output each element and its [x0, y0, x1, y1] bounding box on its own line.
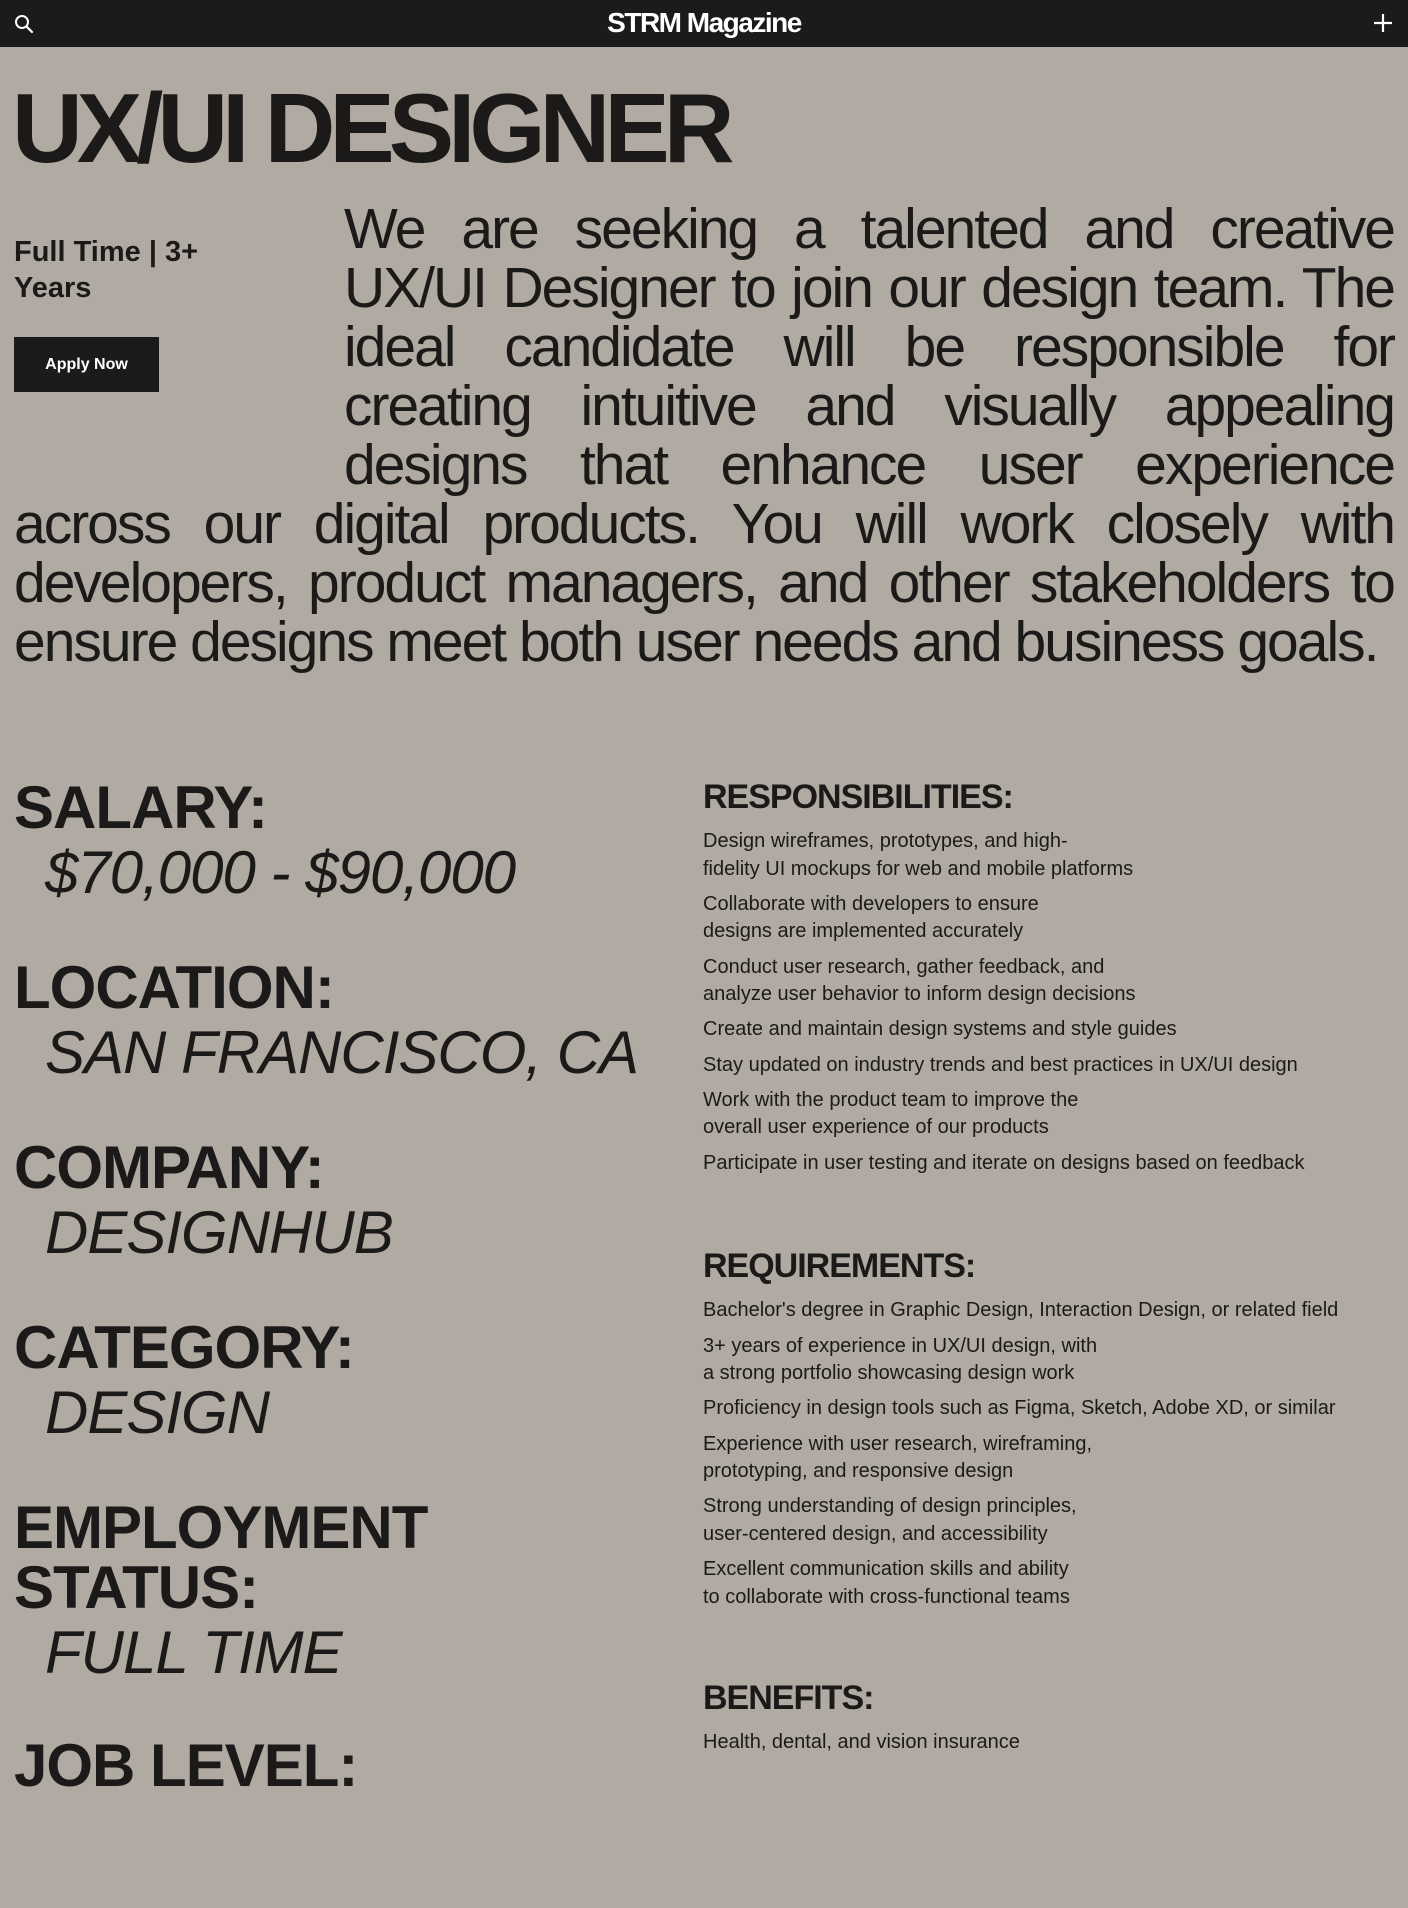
requirements-list — [703, 1297, 1393, 1611]
list-item: Design wireframes, prototypes, and high- fidelity UI mockups for web and mobile platforms — [703, 830, 1134, 880]
list-item: Participate in user testing and iterate on designs based on feedback — [703, 1151, 1305, 1174]
fact-label: LOCATION: — [14, 954, 334, 1021]
job-meta: Full Time | 3+ Years — [14, 236, 199, 304]
list-item: Experience with user research, wireframing, prototyping, and responsive design — [703, 1432, 1093, 1483]
plus-icon[interactable] — [1372, 12, 1394, 34]
list-item: Proficiency in design tools such as Figma, Sketch, Adobe XD, or similar — [703, 1397, 1336, 1420]
fact-salary — [14, 774, 674, 950]
list-item: Collaborate with developers to ensure designs are implemented accurately — [703, 892, 1039, 943]
list-item: Create and maintain design systems and style guides — [703, 1018, 1177, 1041]
job-facts — [14, 770, 674, 1908]
responsibilities-section — [703, 770, 1393, 1177]
fact-value: DESIGN — [45, 1379, 270, 1446]
fact-label: SALARY: — [14, 774, 267, 841]
fact-location — [14, 954, 674, 1130]
section-title: BENEFITS: — [703, 1679, 874, 1718]
list-item: Conduct user research, gather feedback, and analyze user behavior to inform design decisions — [703, 955, 1136, 1006]
fact-employment-status — [14, 1494, 674, 1728]
job-details — [703, 770, 1393, 1765]
apply-now-button[interactable]: Apply Now — [14, 337, 159, 392]
fact-value: $70,000 - $90,000 — [45, 839, 516, 906]
list-item: Health, dental, and vision insurance — [703, 1731, 1020, 1754]
top-bar — [0, 0, 1408, 47]
requirements-section — [703, 1239, 1393, 1611]
list-item: Work with the product team to improve the overall user experience of our products — [703, 1088, 1079, 1139]
benefits-list — [703, 1729, 1393, 1757]
fact-value: SAN FRANCISCO, CA — [45, 1019, 639, 1086]
fact-company — [14, 1134, 674, 1310]
responsibilities-list — [703, 828, 1393, 1177]
brand-logo[interactable]: STRM Magazine — [607, 7, 801, 38]
benefits-section — [703, 1671, 1393, 1757]
list-item: Stay updated on industry trends and best practices in UX/UI design — [703, 1053, 1298, 1076]
list-item: Excellent communication skills and ability to collaborate with cross-functional teams — [703, 1558, 1070, 1608]
list-item: Bachelor's degree in Graphic Design, Interaction Design, or related field — [703, 1299, 1339, 1322]
fact-job-level — [14, 1732, 674, 1908]
fact-value: DESIGNHUB — [45, 1199, 393, 1266]
intro-text: We are seeking a talented and creative UX/UI Designer to join our design team. The ideal candidate will be responsible for creating intuitive and visually appealing designs that enhance user experience across our digital products. You will work closely with developers, product managers, and other stakeholders to ensure designs meet both user needs and business goals. — [14, 197, 1394, 674]
fact-label: CATEGORY: — [14, 1314, 354, 1381]
job-title: UX/UI DESIGNER — [12, 73, 729, 183]
section-title: REQUIREMENTS: — [703, 1247, 976, 1286]
list-item: 3+ years of experience in UX/UI design, with a strong portfolio showcasing design work — [703, 1334, 1098, 1385]
fact-label: JOB LEVEL: — [14, 1732, 358, 1799]
fact-label: COMPANY: — [14, 1134, 324, 1201]
list-item: Strong understanding of design principles, user-centered design, and accessibility — [703, 1495, 1077, 1545]
fact-label: EMPLOYMENT STATUS: — [14, 1494, 428, 1621]
section-title: RESPONSIBILITIES: — [703, 778, 1013, 816]
fact-value: FULL TIME — [45, 1619, 342, 1686]
fact-category — [14, 1314, 674, 1490]
